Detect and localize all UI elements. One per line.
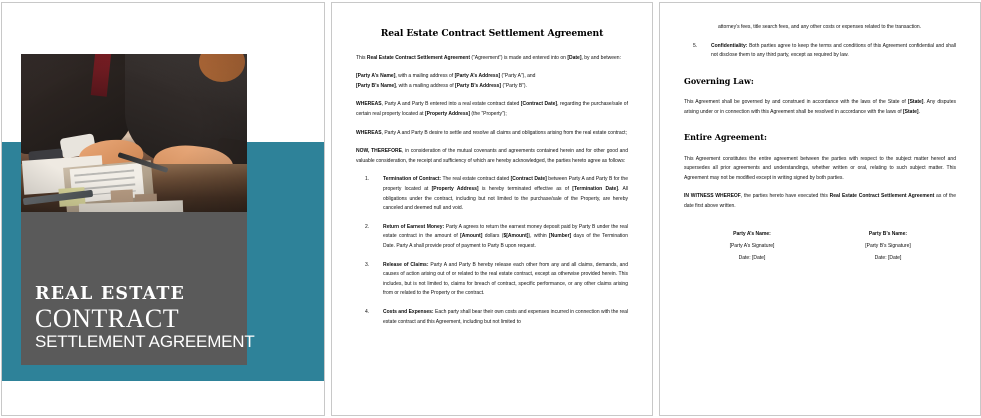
document-page-1-cover[interactable]: [1, 2, 325, 416]
signature-block: [684, 228, 956, 264]
clause-list-item: [701, 42, 956, 61]
clause-placeholder: [Property Address]: [431, 186, 479, 192]
signature-column: [820, 228, 956, 264]
clause-heading: Return of Earnest Money:: [383, 223, 445, 230]
continued-paragraph: attorney’s fees, title search fees, and any other costs or expenses related to the transaction.: [718, 24, 922, 30]
clause-placeholder: $[Amount]: [503, 233, 529, 240]
clause-text: dollars (: [482, 233, 504, 240]
signature-line[interactable]: [Party B’s Signature]: [865, 242, 911, 249]
clause-text: days of the Termination Date. Party A shall provide proof of payment to Party B upon request.: [383, 233, 628, 249]
clause-list-item: [373, 175, 628, 213]
witness-paragraph: IN WITNESS WHEREOF, the parties hereto have executed this Real Estate Contract Settlement Agreement as of the date first above written.: [684, 193, 956, 210]
clause-text: is hereby terminated effective as of: [478, 186, 573, 192]
governing-law-heading: Governing Law:: [684, 75, 754, 86]
cover-title-subtitle: SETTLEMENT AGREEMENT: [35, 332, 255, 352]
clause-heading: Release of Claims:: [383, 261, 429, 268]
clause-placeholder: [Number]: [548, 233, 572, 240]
clause-text: Both parties agree to keep the terms and conditions of this Agreement confidential and shall not disclose them to any third party, except as required by law.: [711, 42, 956, 59]
signature-party-name: Party A’s Name:: [733, 230, 771, 237]
clause-placeholder: [Contract Date]: [510, 176, 547, 183]
document-page-3[interactable]: [659, 2, 981, 416]
clause-text: between Party A and Party B for the property located at: [383, 176, 628, 192]
cover-title-main: CONTRACT: [35, 303, 180, 333]
clause-list-page-2: [356, 175, 628, 327]
clause-text: The real estate contract dated: [441, 176, 511, 183]
clause-list-page-3: [684, 42, 956, 61]
whereas-paragraph-1: WHEREAS, Party A and Party B entered into a real estate contract dated [Contract Date], regarding the purchase/sale of certain real property located at [Property Address] (the “Property”);: [356, 101, 628, 118]
page-2-content: [332, 3, 652, 327]
document-page-2[interactable]: [331, 2, 653, 416]
clause-heading: Termination of Contract:: [383, 176, 442, 183]
clause-text: ), within: [528, 233, 549, 240]
clause-text: Party A agrees to return the earnest money deposit paid by Party B under the real estate contract in the amount of: [383, 223, 628, 240]
signature-party-name: Party B’s Name:: [868, 230, 908, 237]
signature-column: [684, 228, 820, 264]
clause-heading: Confidentiality:: [711, 42, 748, 49]
entire-agreement-paragraph: This Agreement constitutes the entire agreement between the parties with respect to the subject matter hereof and supersedes all prior agreements and understandings, whether written or oral, relating to such subject matter. This Agreement may not be modified except in writing signed by both parties.: [684, 155, 956, 181]
clause-placeholder: [Termination Date]: [572, 186, 619, 192]
clause-placeholder: [Amount]: [460, 233, 483, 240]
clause-list-item: [373, 261, 628, 299]
clause-text: . All obligations under the contract, including but not limited to the purchase/sale of the Property, are hereby canceled and deemed null and void.: [383, 186, 628, 212]
clause-list-item: [373, 223, 628, 252]
clause-heading: Costs and Expenses:: [383, 308, 434, 315]
signature-line[interactable]: [Party A’s Signature]: [729, 242, 775, 249]
clause-text: Each party shall bear their own costs and expenses incurred in connection with the real estate contract and this Agreement, including but not limited to: [383, 308, 628, 325]
intro-paragraph: This Real Estate Contract Settlement Agreement (“Agreement”) is made and entered into on [Date], by and between:: [356, 54, 621, 61]
whereas-paragraph-2: WHEREAS, Party A and Party B desire to settle and resolve all claims and obligations arising from the real estate contract;: [356, 129, 627, 136]
cover-photo-image: [21, 54, 247, 212]
parties-paragraph: [Party A’s Name], with a mailing address of [Party A’s Address] (“Party A”), and [Party B’s Name], with a mailing address of [Party B’s Address] (“Party B”).: [356, 73, 536, 89]
page-3-content: [660, 3, 980, 264]
signature-date[interactable]: Date: [Date]: [738, 254, 766, 261]
now-therefore-paragraph: NOW, THEREFORE, in consideration of the mutual covenants and agreements contained herein and for other good and valuable consideration, the receipt and sufficiency of which are hereby acknowledged, the parties hereto agree as follows:: [356, 148, 628, 164]
entire-agreement-heading: Entire Agreement:: [684, 132, 767, 143]
clause-text: Party A and Party B hereby release each other from any and all claims, demands, and causes of action arising out of or related to the real estate contract, except as otherwise provided herein. This includes, but is not limited to, claims for breach of contract, specific performance, or any other claims arising from or related to the Property or the contract.: [383, 261, 628, 297]
signature-date[interactable]: Date: [Date]: [874, 254, 902, 261]
governing-law-paragraph: This Agreement shall be governed by and construed in accordance with the laws of the State of [State]. Any disputes arising under or in connection with this Agreement shall be resolved in accordance with the laws of [State].: [684, 99, 956, 115]
cover-title-kicker: REAL ESTATE: [35, 284, 186, 305]
clause-list-item: [373, 308, 628, 327]
cover-title-box: [21, 212, 255, 365]
document-title: Real Estate Contract Settlement Agreement: [380, 28, 604, 39]
